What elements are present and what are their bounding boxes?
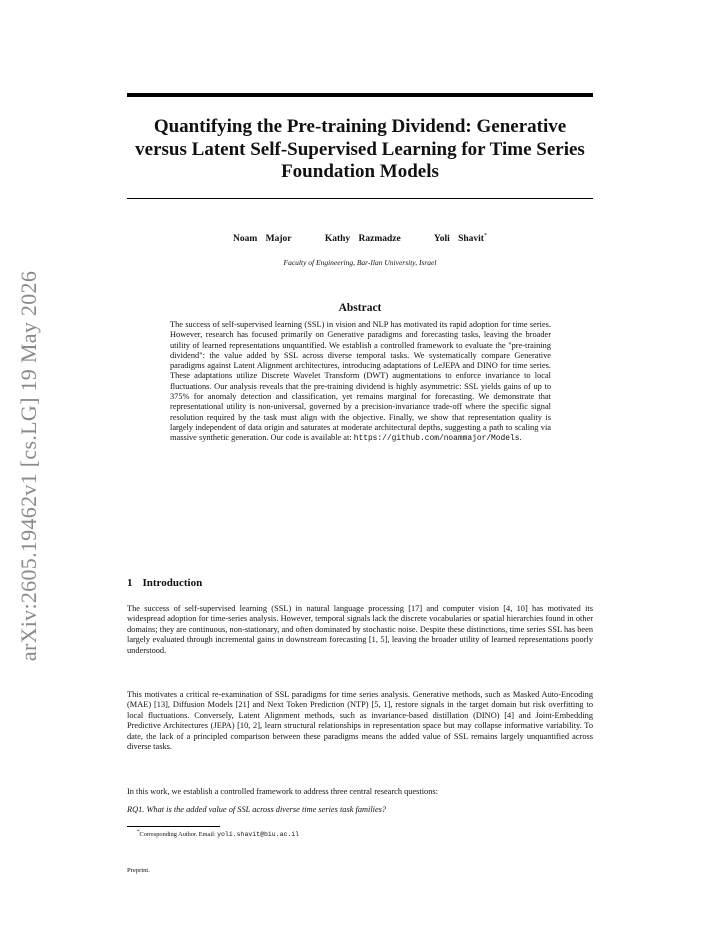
abstract-end: .: [519, 433, 522, 443]
footnote-rule: [127, 826, 220, 827]
paper-title: Quantifying the Pre-training Dividend: Generative versus Latent Self-Supervised Learning for Time Series Foundation Models: [135, 116, 585, 182]
research-question-1: RQ1. What is the added value of SSL across diverse time series task families?: [127, 805, 387, 814]
intro-paragraph-3: In this work, we establish a controlled framework to address three central research questions:: [127, 787, 438, 796]
arxiv-identifier: arXiv:2605.19462v1 [cs.LG] 19 May 2026: [16, 270, 41, 662]
email-link[interactable]: yoli.shavit@biu.ac.il: [217, 831, 300, 839]
section-title: Introduction: [142, 577, 203, 589]
intro-paragraph-1: The success of self-supervised learning (SSL) in natural language processing [17] and computer vision [4, 10] has motivated its widespread adoption for time-series analysis. However, temporal signals lack the discrete vocabularies or spatial hierarchies found in other domains; they are continuous, non-stationary, and often dominated by stochastic noise. Despite these distinctions, time series SSL has been largely evaluated through incremental gains in downstream forecasting [1, 5], leaving the broader utility of learned representations poorly understood.: [127, 604, 593, 655]
corresponding-author-mark: *: [483, 233, 487, 239]
title-top-rule: [127, 93, 593, 97]
abstract-text: The success of self-supervised learning (SSL) in vision and NLP has motivated its rapid adoption for time series. However, research has focused primarily on Generative paradigms and forecasting tasks, leaving the broader utility of learned representations unquantified. We establish a controlled framework to evaluate the "pre-training dividend": the value added by SSL across diverse temporal tasks. We systematically compare Generative paradigms against Latent Alignment architectures, introducing adaptations of LeJEPA and DINO for time series. These adaptations utilize Discrete Wavelet Transform (DWT) augmentations to enforce invariance to local fluctuations. Our analysis reveals that the pre-training dividend is highly asymmetric: SSL yields gains of up to 375% for anomaly detection and classification, yet remains marginal for forecasting. We demonstrate that representational utility is non-universal, governed by a precision-invariance trade-off where the specific signal resolution required by the task must align with the objective. Finally, we show that representation quality is largely independent of data origin and saturates at moderate architectural depths, suggesting a path to scaling via massive synthetic generation. Our code is available at:: [170, 320, 551, 443]
footnote-mark: *: [137, 830, 140, 835]
code-url-link[interactable]: https://github.com/noammajor/Models: [353, 434, 520, 444]
section-number: 1: [127, 577, 133, 589]
title-bottom-rule: [127, 198, 593, 199]
abstract-heading: Abstract: [338, 302, 382, 314]
author-list: [127, 233, 593, 244]
intro-paragraph-2: This motivates a critical re-examination of SSL paradigms for time series analysis. Generative methods, such as Masked Auto-Encoding (MAE) [13], Diffusion Models [21] and Next Token Prediction (NTP) [5, 1], restore signals in the target domain but risk overfitting to local fluctuations. Conversely, Latent Alignment methods, such as invariance-based distillation (DINO) [4] and Joint-Embedding Predictive Architectures (JEPA) [10, 2], learn structural relationships in representation space but may collapse informative variability. To date, the lack of a principled comparison between these paradigms means the added value of SSL remains largely unquantified across diverse tasks.: [127, 690, 593, 752]
footnote-text: Corresponding Author. Email:: [139, 831, 218, 839]
abstract-body: [170, 320, 551, 445]
footnote: [137, 830, 299, 838]
affiliation: Faculty of Engineering, Bar-Ilan University, Israel: [283, 258, 437, 267]
preprint-label: Preprint.: [127, 867, 150, 874]
section-heading-introduction: [127, 577, 593, 589]
author-names: Noam Major Kathy Razmadze Yoli Shavit: [233, 234, 484, 245]
